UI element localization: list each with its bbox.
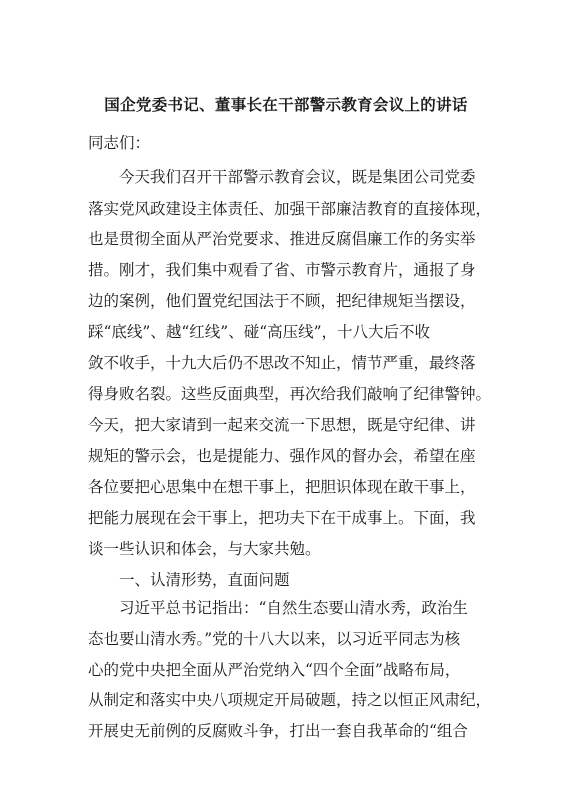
paragraph-line: 敛不收手，十九大后仍不思改不知止，情节严重，最终落 bbox=[88, 354, 476, 372]
paragraph-line: 得身败名裂。这些反面典型，再次给我们敲响了纪律警钟。 bbox=[88, 385, 492, 403]
paragraph-line: 规矩的警示会，也是提能力、强作风的督办会，希望在座 bbox=[88, 447, 476, 465]
paragraph-line: 从制定和落实中央八项规定开局破题，持之以恒正风肃纪， bbox=[88, 691, 492, 709]
salutation: 同志们： bbox=[88, 134, 151, 152]
paragraph-line: 今天我们召开干部警示教育会议，既是集团公司党委 bbox=[119, 168, 476, 186]
paragraph-line: 态也要山清水秀。”党的十八大以来，以习近平同志为核 bbox=[88, 630, 461, 648]
paragraph-line: 把能力展现在会干事上，把功夫下在干成事上。下面，我 bbox=[88, 509, 476, 527]
paragraph-line: 踩“底线”、越“红线”、碰“高压线”，十八大后不收 bbox=[88, 323, 431, 341]
paragraph-line: 边的案例，他们置党纪国法于不顾，把纪律规矩当摆设， bbox=[88, 292, 476, 310]
paragraph-line: 今天，把大家请到一起来交流一下思想，既是守纪律、讲 bbox=[88, 416, 476, 434]
paragraph-line: 习近平总书记指出：“自然生态要山清水秀，政治生 bbox=[119, 599, 468, 617]
document-title: 国企党委书记、董事长在干部警示教育会议上的讲话 bbox=[104, 95, 468, 114]
paragraph-line: 落实党风政建设主体责任、加强干部廉洁教育的直接体现， bbox=[88, 200, 492, 218]
paragraph-line: 各位要把心思集中在想干事上，把胆识体现在敢干事上， bbox=[88, 478, 476, 496]
section-heading: 一、认清形势，直面问题 bbox=[119, 571, 290, 589]
paragraph-line: 措。刚才，我们集中观看了省、市警示教育片，通报了身 bbox=[88, 261, 476, 279]
paragraph-line: 也是贯彻全面从严治党要求、推进反腐倡廉工作的务实举 bbox=[88, 230, 476, 248]
paragraph-line: 开展史无前例的反腐败斗争，打出一套自我革命的“组合 bbox=[88, 722, 468, 740]
paragraph-line: 心的党中央把全面从严治党纳入“四个全面”战略布局， bbox=[88, 661, 461, 679]
paragraph-line: 谈一些认识和体会，与大家共勉。 bbox=[88, 540, 321, 558]
